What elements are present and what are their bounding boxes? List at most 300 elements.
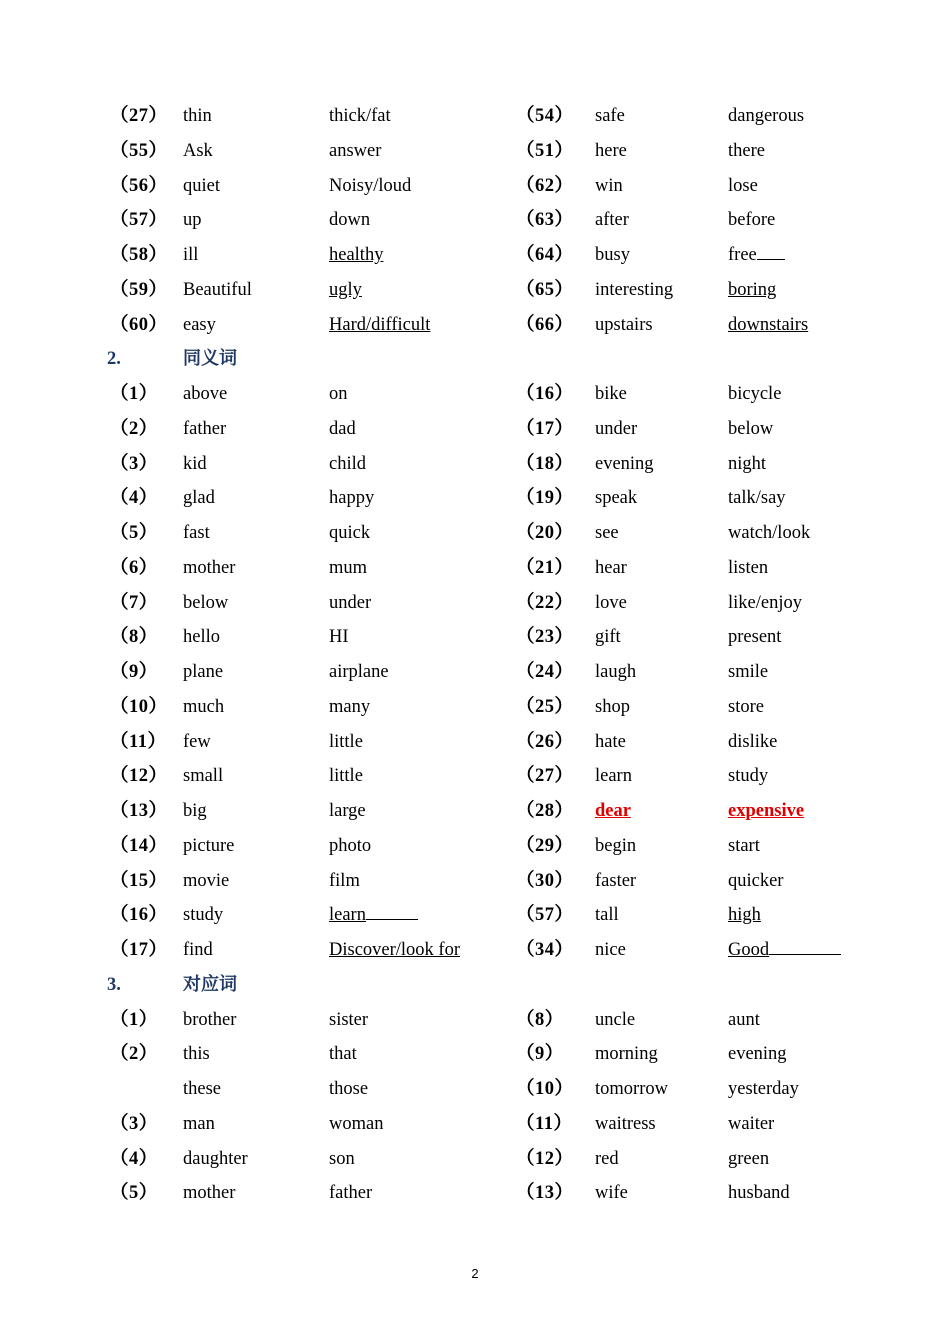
cell-text: （27） xyxy=(110,106,168,126)
right-number xyxy=(516,99,574,133)
right-pair xyxy=(728,898,761,932)
cell-text: （9） xyxy=(516,1044,564,1065)
cell-text: brother xyxy=(183,1009,237,1030)
cell-text: （55） xyxy=(110,140,168,161)
cell-text: quiet xyxy=(183,175,220,196)
left-pair xyxy=(329,1107,383,1141)
cell-text: （56） xyxy=(110,175,168,196)
left-word xyxy=(183,898,223,932)
table-row xyxy=(0,759,950,793)
cell-text: love xyxy=(595,592,627,613)
cell-text: （64） xyxy=(516,245,574,265)
blank-line xyxy=(757,240,785,260)
right-pair xyxy=(728,238,785,272)
left-number xyxy=(110,481,158,515)
right-word xyxy=(595,551,627,585)
cell-text: shop xyxy=(595,696,630,717)
cell-text: （21） xyxy=(516,557,574,578)
cell-text: （4） xyxy=(110,1148,158,1169)
right-word xyxy=(595,377,627,411)
left-number xyxy=(110,655,158,689)
cell-text: （11） xyxy=(110,731,167,752)
cell-text: （60） xyxy=(110,314,168,335)
right-number xyxy=(516,481,574,515)
cell-text: quicker xyxy=(728,870,784,891)
table-row xyxy=(0,1176,950,1210)
cell-text: film xyxy=(329,870,360,891)
right-number xyxy=(516,725,574,759)
cell-text: movie xyxy=(183,870,230,891)
left-pair xyxy=(329,377,348,411)
right-pair xyxy=(728,1176,790,1210)
right-word xyxy=(595,99,625,133)
cell-text: below xyxy=(728,418,774,439)
left-word xyxy=(183,759,223,793)
right-pair xyxy=(728,655,768,689)
cell-text: Beautiful xyxy=(183,279,252,300)
cell-text: dear xyxy=(595,801,631,821)
cell-text: （13） xyxy=(110,801,168,821)
table-row xyxy=(0,377,950,411)
left-pair xyxy=(329,829,371,863)
left-word xyxy=(183,690,224,724)
right-pair xyxy=(728,273,776,307)
blank-line xyxy=(366,900,418,920)
cell-text: waitress xyxy=(595,1113,656,1134)
cell-text: （1） xyxy=(110,384,158,404)
left-word xyxy=(183,933,213,967)
cell-text: （16） xyxy=(110,905,168,926)
cell-text: ill xyxy=(183,245,199,265)
left-word xyxy=(183,412,226,446)
left-pair xyxy=(329,1003,368,1037)
left-number xyxy=(110,134,168,168)
cell-text: woman xyxy=(329,1113,384,1134)
cell-text: father xyxy=(183,418,227,439)
cell-text: healthy xyxy=(329,245,384,265)
cell-text: big xyxy=(183,801,207,821)
cell-text: （10） xyxy=(516,1079,574,1099)
right-pair xyxy=(728,1037,787,1071)
cell-text: wife xyxy=(595,1183,628,1204)
cell-text: （62） xyxy=(516,175,574,196)
cell-text: （16） xyxy=(516,384,574,404)
cell-text: before xyxy=(728,210,776,231)
cell-text: Hard/difficult xyxy=(329,314,431,335)
left-pair xyxy=(329,725,363,759)
right-pair xyxy=(728,1072,799,1106)
right-word xyxy=(595,898,619,932)
table-row xyxy=(0,99,950,133)
right-word xyxy=(595,516,619,550)
left-pair xyxy=(329,551,367,585)
cell-text: this xyxy=(183,1044,210,1065)
right-word xyxy=(595,620,621,654)
cell-text: （1） xyxy=(110,1009,158,1030)
left-pair xyxy=(329,690,370,724)
right-number xyxy=(516,1003,564,1037)
left-word xyxy=(183,586,228,620)
cell-text: （2） xyxy=(110,1044,158,1065)
left-pair xyxy=(329,412,356,446)
table-row xyxy=(0,551,950,585)
right-number xyxy=(516,516,574,550)
left-word xyxy=(183,1107,215,1141)
cell-text: （20） xyxy=(516,523,574,543)
cell-text: listen xyxy=(728,557,769,578)
cell-text: hate xyxy=(595,731,626,752)
cell-text: interesting xyxy=(595,279,674,300)
cell-text: kid xyxy=(183,453,207,474)
right-word xyxy=(595,1142,619,1176)
cell-text: yesterday xyxy=(728,1079,799,1099)
right-number xyxy=(516,829,574,863)
left-word xyxy=(183,1176,235,1210)
cell-text: those xyxy=(329,1079,369,1099)
cell-text: free xyxy=(728,245,757,265)
section-title: 对应词 xyxy=(183,973,237,995)
cell-text: （2） xyxy=(110,418,158,439)
cell-text: daughter xyxy=(183,1148,248,1169)
cell-text: aunt xyxy=(728,1009,760,1030)
left-word xyxy=(183,516,210,550)
cell-text: hear xyxy=(595,557,627,578)
right-word xyxy=(595,1176,628,1210)
left-pair xyxy=(329,898,418,932)
right-word xyxy=(595,864,636,898)
table-row xyxy=(0,308,950,342)
right-word xyxy=(595,169,623,203)
cell-text: evening xyxy=(728,1044,787,1065)
cell-text: present xyxy=(728,627,782,648)
left-word xyxy=(183,447,207,481)
cell-text: man xyxy=(183,1113,215,1134)
right-word xyxy=(595,829,636,863)
right-number xyxy=(516,273,574,307)
cell-text: many xyxy=(329,696,371,717)
right-pair xyxy=(728,725,777,759)
cell-text: hello xyxy=(183,627,220,648)
cell-text: bike xyxy=(595,384,627,404)
cell-text: thick/fat xyxy=(329,106,391,126)
right-number xyxy=(516,586,574,620)
cell-text: （17） xyxy=(110,940,168,960)
table-row xyxy=(0,1142,950,1176)
table-row xyxy=(0,273,950,307)
cell-text: gift xyxy=(595,627,621,648)
right-pair xyxy=(728,829,760,863)
cell-text: win xyxy=(595,175,623,196)
table-row xyxy=(0,412,950,446)
right-word xyxy=(595,794,631,828)
cell-text: here xyxy=(595,140,627,161)
cell-text: （8） xyxy=(110,627,158,648)
cell-text: （6） xyxy=(110,557,158,578)
table-row xyxy=(0,829,950,863)
left-word xyxy=(183,829,234,863)
left-word xyxy=(183,238,198,272)
table-row xyxy=(0,203,950,237)
right-number xyxy=(516,1176,574,1210)
left-word xyxy=(183,308,216,342)
right-pair xyxy=(728,134,765,168)
cell-text: （5） xyxy=(110,1183,158,1204)
cell-text: Discover/look for xyxy=(329,940,461,960)
left-word xyxy=(183,725,211,759)
cell-text: after xyxy=(595,210,629,231)
right-number xyxy=(516,864,574,898)
left-pair xyxy=(329,655,389,689)
right-word xyxy=(595,690,630,724)
right-number xyxy=(516,655,574,689)
table-row xyxy=(0,898,950,932)
left-word xyxy=(183,481,215,515)
right-pair xyxy=(728,551,768,585)
cell-text: green xyxy=(728,1148,770,1169)
cell-text: （23） xyxy=(516,627,574,648)
right-number xyxy=(516,898,574,932)
left-word xyxy=(183,794,207,828)
left-number xyxy=(110,308,168,342)
cell-text: （14） xyxy=(110,835,168,856)
cell-text: happy xyxy=(329,488,375,509)
right-number xyxy=(516,1037,564,1071)
left-number xyxy=(110,551,158,585)
cell-text: father xyxy=(329,1183,373,1204)
table-row xyxy=(0,1072,950,1106)
right-number xyxy=(516,1142,574,1176)
cell-text: fast xyxy=(183,523,210,543)
cell-text: uncle xyxy=(595,1009,636,1030)
cell-text: quick xyxy=(329,523,371,543)
cell-text: smile xyxy=(728,662,769,682)
table-row xyxy=(0,447,950,481)
left-word xyxy=(183,655,223,689)
cell-text: like/enjoy xyxy=(728,592,802,613)
cell-text: little xyxy=(329,766,363,787)
left-number xyxy=(110,1107,158,1141)
table-row xyxy=(0,655,950,689)
table-row xyxy=(0,1037,950,1071)
cell-text: HI xyxy=(329,627,349,648)
left-number xyxy=(110,829,168,863)
left-number xyxy=(110,447,158,481)
left-word xyxy=(183,1003,236,1037)
left-pair xyxy=(329,620,349,654)
right-word xyxy=(595,273,673,307)
cell-text: （3） xyxy=(110,453,158,474)
right-word xyxy=(595,759,632,793)
cell-text: （65） xyxy=(516,279,574,300)
cell-text: on xyxy=(329,384,348,404)
cell-text: up xyxy=(183,210,202,231)
cell-text: watch/look xyxy=(728,523,811,543)
left-pair xyxy=(329,203,370,237)
cell-text: （57） xyxy=(516,905,574,926)
cell-text: study xyxy=(728,766,769,787)
right-number xyxy=(516,1072,574,1106)
left-word xyxy=(183,1037,210,1071)
left-word xyxy=(183,620,220,654)
cell-text: high xyxy=(728,905,761,926)
cell-text: （12） xyxy=(110,766,168,787)
table-row xyxy=(0,1107,950,1141)
cell-text: plane xyxy=(183,662,224,682)
right-word xyxy=(595,1107,656,1141)
left-pair xyxy=(329,933,460,967)
cell-text: mother xyxy=(183,557,236,578)
left-word xyxy=(183,551,235,585)
right-number xyxy=(516,690,574,724)
cell-text: small xyxy=(183,766,224,787)
cell-text: （22） xyxy=(516,592,574,613)
cell-text: （13） xyxy=(516,1183,574,1204)
cell-text: son xyxy=(329,1148,355,1169)
right-word xyxy=(595,447,654,481)
cell-text: dislike xyxy=(728,731,778,752)
right-word xyxy=(595,238,630,272)
cell-text: store xyxy=(728,696,764,717)
cell-text: （11） xyxy=(516,1113,573,1134)
cell-text: downstairs xyxy=(728,314,809,335)
cell-text: （51） xyxy=(516,140,574,161)
cell-text: begin xyxy=(595,835,637,856)
cell-text: （17） xyxy=(516,418,574,439)
left-number xyxy=(110,377,158,411)
right-word xyxy=(595,933,626,967)
left-number xyxy=(110,620,158,654)
right-number xyxy=(516,238,574,272)
right-word xyxy=(595,655,636,689)
cell-text: （9） xyxy=(110,662,158,682)
left-number xyxy=(110,203,168,237)
section-heading xyxy=(0,342,950,376)
cell-text: safe xyxy=(595,106,625,126)
table-row xyxy=(0,238,950,272)
cell-text: （59） xyxy=(110,279,168,300)
cell-text: （63） xyxy=(516,210,574,231)
table-row xyxy=(0,586,950,620)
cell-text: much xyxy=(183,696,225,717)
cell-text: （5） xyxy=(110,523,158,543)
cell-text: （12） xyxy=(516,1148,574,1169)
cell-text: speak xyxy=(595,488,638,509)
right-pair xyxy=(728,516,810,550)
section-title: 同义词 xyxy=(183,348,237,370)
cell-text: tomorrow xyxy=(595,1079,668,1099)
left-number xyxy=(110,898,168,932)
right-number xyxy=(516,620,574,654)
cell-text: photo xyxy=(329,835,372,856)
left-word xyxy=(183,203,202,237)
table-row xyxy=(0,933,950,967)
right-word xyxy=(595,1003,635,1037)
cell-text: under xyxy=(595,418,638,439)
cell-text: （57） xyxy=(110,210,168,231)
right-pair xyxy=(728,99,804,133)
cell-text: expensive xyxy=(728,801,805,821)
right-word xyxy=(595,308,653,342)
left-number xyxy=(110,586,158,620)
left-word xyxy=(183,377,227,411)
right-pair xyxy=(728,308,808,342)
right-word xyxy=(595,412,637,446)
left-word xyxy=(183,99,212,133)
table-row xyxy=(0,1003,950,1037)
cell-text: find xyxy=(183,940,213,960)
cell-text: few xyxy=(183,731,211,752)
cell-text: these xyxy=(183,1079,222,1099)
cell-text: husband xyxy=(728,1183,790,1204)
table-row xyxy=(0,864,950,898)
right-number xyxy=(516,203,574,237)
right-pair xyxy=(728,1107,774,1141)
left-number xyxy=(110,1176,158,1210)
cell-text: ugly xyxy=(329,279,362,300)
table-row xyxy=(0,794,950,828)
left-pair xyxy=(329,1037,357,1071)
left-pair xyxy=(329,586,371,620)
left-pair xyxy=(329,481,374,515)
left-pair xyxy=(329,447,366,481)
right-pair xyxy=(728,933,841,967)
right-number xyxy=(516,794,574,828)
cell-text: red xyxy=(595,1148,619,1169)
left-number xyxy=(110,273,168,307)
left-pair xyxy=(329,273,362,307)
table-row xyxy=(0,169,950,203)
cell-text: learn xyxy=(595,766,632,787)
left-word xyxy=(183,1142,248,1176)
table-row xyxy=(0,690,950,724)
cell-text: （18） xyxy=(516,453,574,474)
right-word xyxy=(595,203,629,237)
table-row xyxy=(0,725,950,759)
left-number xyxy=(110,238,168,272)
table-row xyxy=(0,481,950,515)
blank-line xyxy=(769,935,841,955)
table-row xyxy=(0,516,950,550)
cell-text: start xyxy=(728,835,760,856)
table-row xyxy=(0,134,950,168)
cell-text: bicycle xyxy=(728,384,782,404)
cell-text: there xyxy=(728,140,765,161)
right-number xyxy=(516,308,574,342)
left-pair xyxy=(329,794,366,828)
cell-text: tall xyxy=(595,905,619,926)
left-number xyxy=(110,1003,158,1037)
section-number: 2. xyxy=(107,349,121,370)
left-pair xyxy=(329,1176,372,1210)
cell-text: study xyxy=(183,905,224,926)
cell-text: large xyxy=(329,801,366,821)
cell-text: （3） xyxy=(110,1113,158,1134)
right-pair xyxy=(728,690,764,724)
right-pair xyxy=(728,412,773,446)
right-pair xyxy=(728,481,786,515)
cell-text: （8） xyxy=(516,1009,564,1030)
right-word xyxy=(595,725,626,759)
cell-text: lose xyxy=(728,175,758,196)
cell-text: answer xyxy=(329,140,382,161)
cell-text: busy xyxy=(595,245,630,265)
right-number xyxy=(516,412,574,446)
cell-text: waiter xyxy=(728,1113,775,1134)
cell-text: （15） xyxy=(110,870,168,891)
cell-text: easy xyxy=(183,314,216,335)
left-word xyxy=(183,1072,221,1106)
cell-text: above xyxy=(183,384,228,404)
